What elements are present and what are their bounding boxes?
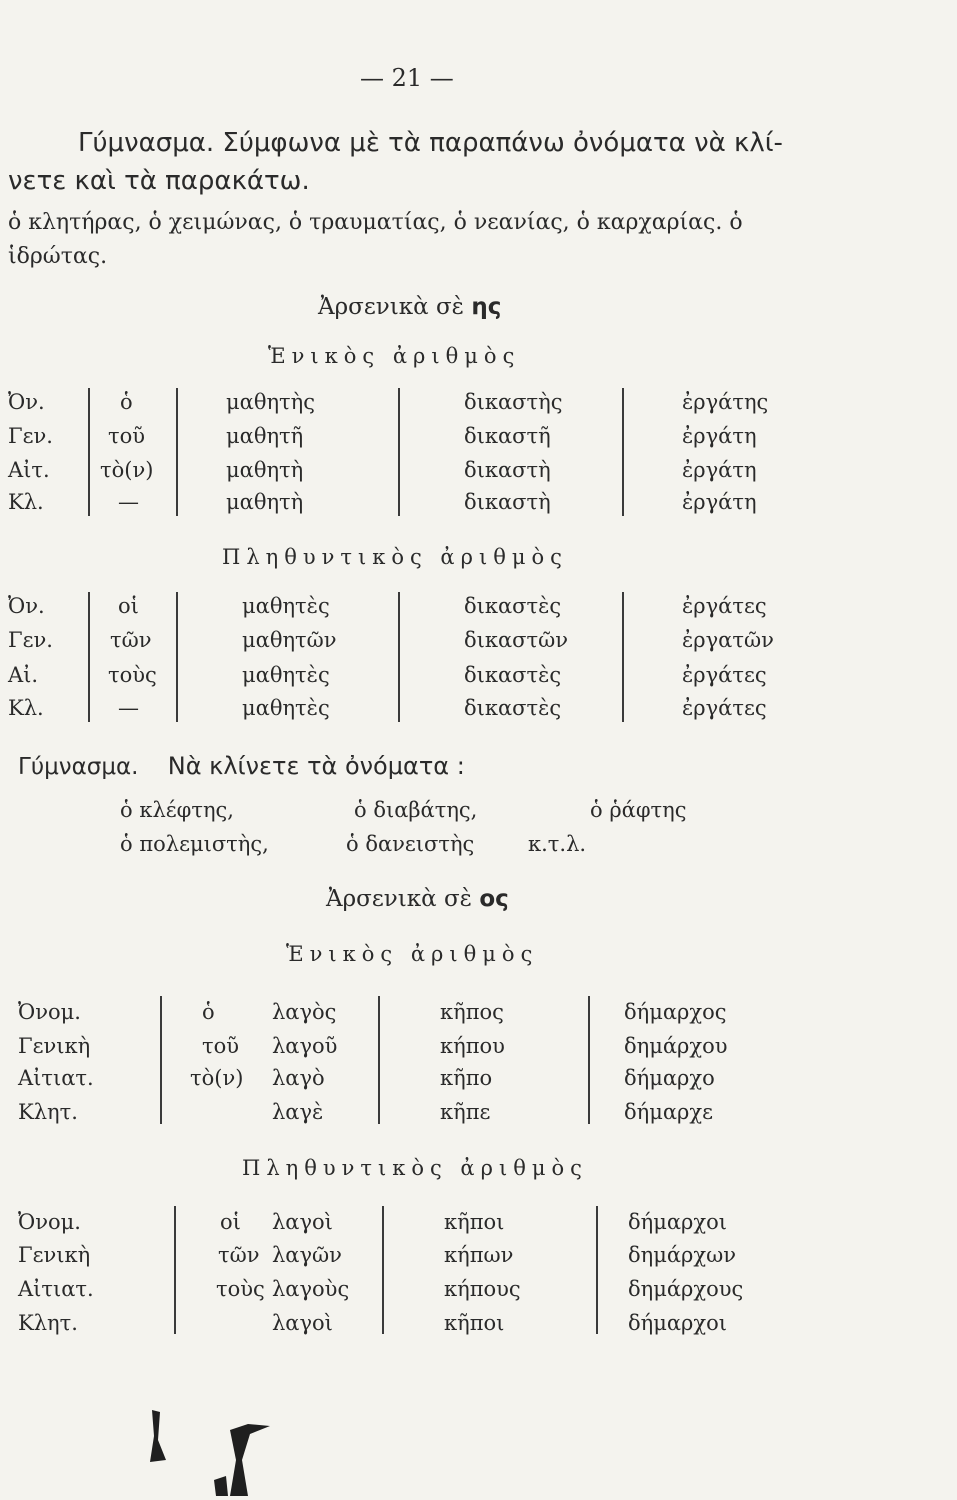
- exercise2-label: Γύμνασμα.: [18, 754, 139, 780]
- exercise2-word: ὁ ῥάφτης: [590, 798, 687, 822]
- exercise1-line1: Γύμνασμα. Σύμφωνα μὲ τὰ παραπάνω ὀνόματα νὰ κλί-: [78, 128, 783, 158]
- article: ὁ: [202, 1000, 215, 1024]
- word-cell: δήμαρχο: [624, 1066, 715, 1090]
- word-cell: δικαστὲς: [464, 696, 562, 720]
- word-cell: μαθητὴ: [226, 458, 304, 482]
- case-label: Κλ.: [8, 490, 44, 514]
- section-os-singular-title: Ἑνικὸς ἀριθμὸς: [286, 942, 539, 966]
- table-divider: [378, 996, 380, 1124]
- word-cell: κήπου: [440, 1034, 505, 1058]
- case-label: Ὀνομ.: [18, 1210, 81, 1234]
- exercise1-line2: νετε καὶ τὰ παρακάτω.: [8, 166, 310, 196]
- word-cell: δικαστὲς: [464, 594, 562, 618]
- word-cell: δικαστὲς: [464, 663, 562, 687]
- word-cell: ἐργάτες: [682, 663, 767, 687]
- section-hs-plural-title: Πληθυντικὸς ἀριθμὸς: [222, 545, 568, 569]
- table-divider: [160, 996, 162, 1124]
- word-cell: μαθητὲς: [242, 594, 330, 618]
- exercise2-word: ὁ διαβάτης,: [354, 798, 478, 822]
- article: τῶν: [218, 1243, 260, 1267]
- table-divider: [174, 1206, 176, 1334]
- word-cell: δικαστῆ: [464, 424, 551, 448]
- case-label: Ὀνομ.: [18, 1000, 81, 1024]
- case-label: Αἰ.: [8, 663, 39, 687]
- word-cell: δήμαρχοι: [628, 1210, 728, 1234]
- article: τὸ(ν): [190, 1066, 244, 1090]
- case-label: Γεν.: [8, 424, 53, 448]
- case-label: Ὀν.: [8, 594, 45, 618]
- word-cell: μαθητὴς: [226, 390, 316, 414]
- word-cell: δικαστὴ: [464, 490, 551, 514]
- word-cell: δικαστὴς: [464, 390, 563, 414]
- article: —: [118, 490, 139, 514]
- case-label: Ὀν.: [8, 390, 45, 414]
- word-cell: μαθητὲς: [242, 663, 330, 687]
- exercise2: [18, 752, 465, 780]
- case-label: Αἰτιατ.: [18, 1277, 94, 1301]
- word-cell: κῆπος: [440, 1000, 504, 1024]
- exercise2-word: ὁ δανειστὴς: [346, 832, 475, 856]
- word-cell: ἐργάτη: [682, 424, 757, 448]
- section-hs-heading: [318, 294, 501, 320]
- word-cell: λαγὸ: [272, 1066, 325, 1090]
- article: οἱ: [220, 1210, 241, 1234]
- noun-list-line1: ὁ κλητήρας, ὁ χειμώνας, ὁ τραυματίας, ὁ νεανίας, ὁ καρχαρίας. ὁ: [8, 210, 743, 235]
- table-divider: [176, 592, 178, 722]
- exercise2-instruction: Νὰ κλίνετε τὰ ὀνόματα :: [167, 752, 465, 780]
- word-cell: λαγοὶ: [272, 1311, 333, 1335]
- exercise2-word: ὁ κλέφτης,: [120, 798, 234, 822]
- article: τοὺς: [108, 663, 157, 687]
- word-cell: κῆπο: [440, 1066, 493, 1090]
- case-label: Κλητ.: [18, 1100, 78, 1124]
- exercise2-word: κ.τ.λ.: [528, 832, 587, 856]
- word-cell: μαθητὲς: [242, 696, 330, 720]
- noun-list-line2: ἱδρώτας.: [8, 244, 108, 269]
- word-cell: μαθητῶν: [242, 628, 337, 652]
- word-cell: λαγοῦ: [272, 1034, 338, 1058]
- word-cell: ἐργατῶν: [682, 628, 774, 652]
- word-cell: κῆποι: [444, 1311, 505, 1335]
- table-divider: [88, 592, 90, 722]
- word-cell: μαθητῆ: [226, 424, 304, 448]
- word-cell: κήπους: [444, 1277, 521, 1301]
- table-divider: [622, 388, 624, 516]
- section-hs-heading-ending: ης: [471, 294, 502, 320]
- table-divider: [622, 592, 624, 722]
- word-cell: ἐργάτης: [682, 390, 769, 414]
- article: τοῦ: [202, 1034, 240, 1058]
- ink-smudge: [130, 1400, 330, 1500]
- word-cell: ἐργάτες: [682, 594, 767, 618]
- article: τοῦ: [108, 424, 146, 448]
- section-os-heading-prefix: Ἀρσενικὰ σὲ: [326, 886, 473, 912]
- word-cell: μαθητὴ: [226, 490, 304, 514]
- section-hs-singular-title: Ἑνικὸς ἀριθμὸς: [268, 344, 521, 368]
- word-cell: ἐργάτη: [682, 458, 757, 482]
- case-label: Γεν.: [8, 628, 53, 652]
- word-cell: κῆπε: [440, 1100, 491, 1124]
- word-cell: λαγοὺς: [272, 1277, 350, 1301]
- word-cell: δήμαρχε: [624, 1100, 714, 1124]
- word-cell: λαγὸς: [272, 1000, 337, 1024]
- table-divider: [596, 1206, 598, 1334]
- word-cell: δημάρχους: [628, 1277, 744, 1301]
- case-label: Γενικὴ: [18, 1243, 91, 1267]
- word-cell: ἐργάτη: [682, 490, 757, 514]
- article: τῶν: [110, 628, 152, 652]
- section-os-heading-ending: ος: [479, 886, 509, 912]
- word-cell: δημάρχων: [628, 1243, 737, 1267]
- case-label: Κλητ.: [18, 1311, 78, 1335]
- article: οἱ: [118, 594, 139, 618]
- word-cell: δικαστὴ: [464, 458, 551, 482]
- article: τοὺς: [216, 1277, 265, 1301]
- table-divider: [588, 996, 590, 1124]
- table-divider: [398, 388, 400, 516]
- word-cell: δήμαρχοι: [628, 1311, 728, 1335]
- word-cell: δημάρχου: [624, 1034, 728, 1058]
- page-number: — 21 —: [360, 64, 454, 92]
- word-cell: λαγὲ: [272, 1100, 324, 1124]
- word-cell: λαγοὶ: [272, 1210, 333, 1234]
- word-cell: λαγῶν: [272, 1243, 342, 1267]
- article: τὸ(ν): [100, 458, 154, 482]
- case-label: Αἰτ.: [8, 458, 50, 482]
- word-cell: ἐργάτες: [682, 696, 767, 720]
- case-label: Κλ.: [8, 696, 44, 720]
- case-label: Αἰτιατ.: [18, 1066, 94, 1090]
- word-cell: κήπων: [444, 1243, 514, 1267]
- word-cell: δικαστῶν: [464, 628, 569, 652]
- table-divider: [88, 388, 90, 516]
- exercise2-word: ὁ πολεμιστὴς,: [120, 832, 269, 856]
- article: —: [118, 696, 139, 720]
- case-label: Γενικὴ: [18, 1034, 91, 1058]
- article: ὁ: [120, 390, 133, 414]
- table-divider: [176, 388, 178, 516]
- section-os-plural-title: Πληθυντικὸς ἀριθμὸς: [242, 1156, 588, 1180]
- section-os-heading: [326, 886, 509, 912]
- table-divider: [398, 592, 400, 722]
- section-hs-heading-prefix: Ἀρσενικὰ σὲ: [318, 294, 465, 320]
- word-cell: κῆποι: [444, 1210, 505, 1234]
- table-divider: [382, 1206, 384, 1334]
- word-cell: δήμαρχος: [624, 1000, 727, 1024]
